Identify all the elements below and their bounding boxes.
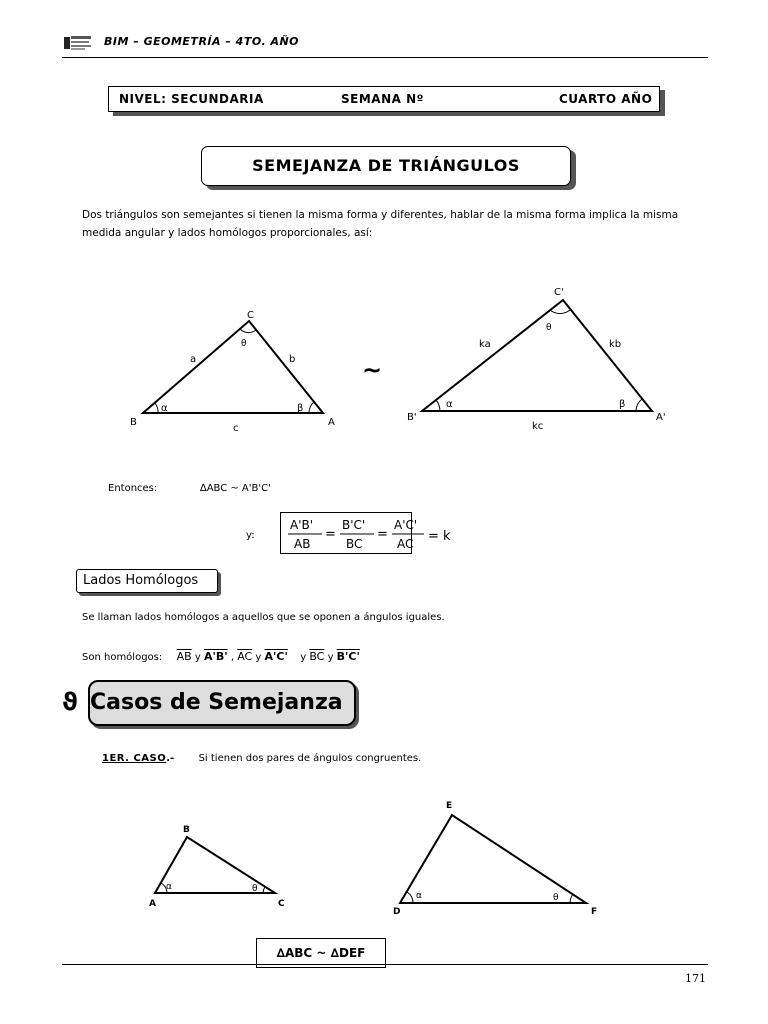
vertex-d: D	[393, 907, 401, 917]
triangle-a1b1c1	[422, 300, 652, 411]
similarity-result: ∆ABC ~ ∆DEF	[256, 938, 386, 968]
side-kc-label: kc	[532, 421, 544, 432]
case1-text: Si tienen dos pares de ángulos congruentes.	[198, 753, 422, 764]
angle-beta-label: β	[297, 403, 304, 414]
vertex-f: F	[591, 907, 598, 917]
homologos-line	[82, 650, 360, 663]
section-bullet-symbol: ϑ	[62, 688, 78, 716]
side-a-label: a	[190, 354, 197, 365]
frac1-denominator: AB	[294, 537, 311, 551]
frac1-numerator: A'B'	[290, 518, 314, 532]
vertex-b: B	[130, 417, 137, 428]
segment-bc: $\overline{BC}$	[309, 650, 325, 663]
case1-suffix: .-	[166, 753, 175, 764]
angle-arc-f	[570, 894, 573, 903]
case1-triangles-figure	[0, 790, 768, 930]
angle-arc-a1	[636, 399, 642, 411]
footer-rule	[62, 964, 708, 965]
vertex-a-small: A	[149, 899, 156, 909]
and-2: y	[255, 652, 262, 663]
page-title: SEMEJANZA DE TRIÁNGULOS	[201, 146, 571, 186]
week-label: SEMANA Nº	[341, 92, 424, 106]
side-ka-label: ka	[479, 339, 491, 350]
side-c-label: c	[233, 423, 239, 434]
page-number: 171	[685, 972, 706, 985]
y-label: y:	[246, 530, 255, 541]
equals-2: =	[377, 527, 388, 542]
frac3-denominator: AC	[397, 537, 414, 551]
frac2-denominator: BC	[346, 537, 363, 551]
case1-label: 1ER. CASO	[102, 753, 167, 764]
vertex-b1: B'	[407, 412, 417, 423]
son-homologos-label: Son homólogos:	[82, 652, 163, 663]
casos-title: Casos de Semejanza	[88, 680, 356, 726]
angle-arc-c1	[550, 310, 570, 314]
vertex-a1: A'	[656, 412, 666, 423]
case1-line	[102, 753, 421, 764]
angle-alpha-d: α	[416, 891, 422, 901]
vertex-c1: C'	[554, 287, 564, 298]
equals-1: =	[325, 527, 336, 542]
vertex-a: A	[328, 417, 335, 428]
side-kb-label: kb	[609, 339, 622, 350]
vertex-c: C	[247, 310, 254, 321]
vertex-c-small: C	[278, 899, 285, 909]
similarity-statement: ∆ABC ~ A'B'C'	[200, 483, 271, 494]
similar-triangles-figure	[0, 280, 768, 450]
vertex-e: E	[446, 801, 453, 811]
vertex-b-small: B	[183, 825, 190, 835]
sep-1: ,	[230, 652, 235, 663]
proportion-equation	[280, 512, 480, 554]
segment-b1c1: B'C'	[336, 650, 360, 663]
triangle-def	[400, 815, 586, 903]
and-4: y	[327, 652, 334, 663]
segment-ac: $\overline{AC}$	[237, 650, 253, 663]
angle-alpha1-label: α	[446, 399, 453, 410]
lados-homologos-label: Lados Homólogos	[76, 569, 218, 593]
angle-arc-b1	[436, 400, 440, 411]
angle-arc-d	[407, 892, 413, 903]
angle-beta1-label: β	[619, 399, 626, 410]
equals-k: = k	[428, 529, 451, 544]
angle-arc-c	[240, 329, 256, 333]
angle-alpha-label: α	[161, 403, 168, 414]
angle-arc-a	[309, 402, 314, 413]
level-bar	[108, 86, 660, 112]
segment-a1c1: A'C'	[264, 650, 288, 663]
lados-definition: Se llaman lados homólogos a aquellos que se oponen a ángulos iguales.	[82, 612, 445, 623]
frac2-numerator: B'C'	[342, 518, 366, 532]
year-label: CUARTO AÑO	[559, 92, 653, 106]
publisher-logo	[64, 35, 92, 51]
angle-theta-small: θ	[252, 884, 258, 894]
angle-theta-f: θ	[553, 893, 559, 903]
angle-alpha-small: α	[166, 882, 172, 892]
triangle-abc	[143, 321, 323, 413]
and-1: y	[194, 652, 201, 663]
header-rule	[62, 57, 708, 58]
similar-symbol: ~	[362, 356, 383, 384]
entonces-label: Entonces:	[108, 483, 158, 494]
angle-arc-b	[155, 403, 158, 413]
level-label: NIVEL: SECUNDARIA	[119, 92, 264, 106]
segment-a1b1: A'B'	[204, 650, 228, 663]
intro-line-2: medida angular y lados homólogos proporcionales, así:	[82, 227, 373, 239]
side-b-label: b	[289, 354, 296, 365]
and-3: y	[300, 652, 307, 663]
intro-line-1: Dos triángulos son semejantes si tienen la misma forma y diferentes, hablar de la misma forma implica la misma	[82, 209, 679, 221]
angle-theta-label: θ	[241, 339, 247, 349]
segment-ab: $\overline{AB}$	[176, 650, 192, 663]
angle-theta1-label: θ	[546, 323, 552, 333]
header-title: BIM – GEOMETRÍA – 4TO. AÑO	[104, 35, 300, 48]
frac3-numerator: A'C'	[394, 518, 418, 532]
